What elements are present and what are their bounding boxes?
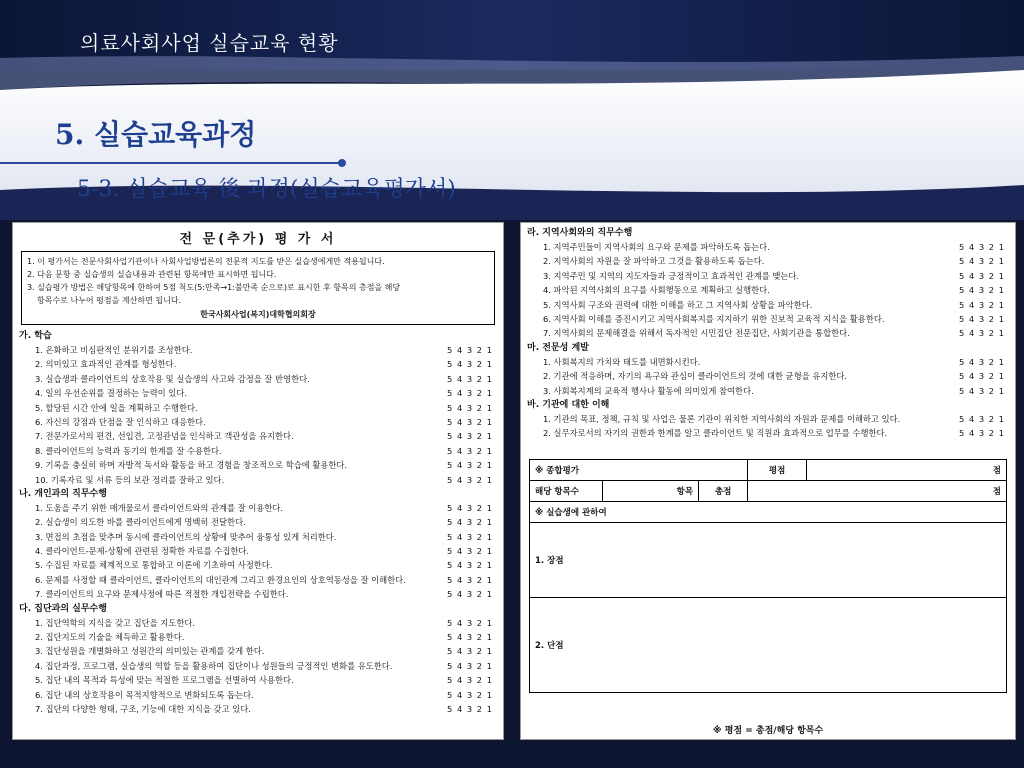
score-scale[interactable]: 5 4 3 2 1	[959, 328, 1005, 339]
section-heading: 다. 집단과의 실무수행	[19, 603, 107, 614]
evaluation-item	[19, 386, 497, 400]
item-text: 3. 면접의 초점을 맞추며 동시에 클라이언트의 상황에 맞추어 융통성 있게 처리한다.	[35, 531, 337, 542]
score-scale[interactable]: 5 4 3 2 1	[447, 560, 493, 571]
instruction-line: 2. 다음 문항 중 실습생의 실습내용과 관련된 항목에만 표시하면 됩니다.	[27, 270, 277, 279]
item-count-field[interactable]	[602, 481, 698, 502]
total-unit: 점	[992, 487, 1001, 497]
divider-dot	[338, 159, 346, 167]
item-text: 5. 지역사회 구조와 권력에 대한 이해를 하고 그 지역사회 상황을 파악한다.	[543, 299, 813, 310]
section-heading: 라. 지역사회와의 직무수행	[527, 228, 633, 238]
evaluation-item	[527, 369, 1009, 383]
item-text: 7. 집단의 다양한 형태, 구조, 기능에 대한 지식을 갖고 있다.	[35, 703, 251, 714]
weaknesses-field[interactable]	[530, 598, 1007, 693]
item-text: 5. 할당된 시간 안에 일을 계획하고 수행한다.	[35, 402, 198, 413]
section-group-practice	[13, 602, 503, 717]
score-scale[interactable]: 5 4 3 2 1	[447, 402, 493, 413]
score-scale[interactable]: 5 4 3 2 1	[959, 385, 1005, 396]
score-scale[interactable]: 5 4 3 2 1	[447, 646, 493, 657]
form-title: 전 문(추가) 평 가 서	[179, 232, 337, 247]
item-text: 3. 지역주민 및 지역의 지도자들과 긍정적이고 효과적인 관계를 맺는다.	[543, 270, 800, 281]
evaluation-item	[19, 343, 497, 357]
overall-evaluation-label: ※ 종합평가	[530, 460, 748, 481]
instruction-line: 1. 이 평가서는 전문사회사업기관이나 사회사업방법론의 전문적 지도를 받은 실습생에게만 적용됩니다.	[27, 257, 385, 266]
score-scale[interactable]: 5 4 3 2 1	[447, 546, 493, 557]
items-unit: 항목	[676, 487, 694, 497]
score-scale[interactable]: 5 4 3 2 1	[447, 359, 493, 370]
sub-title: 5-3. 실습교육 後 과정(실습교육평가서)	[77, 177, 456, 202]
item-text: 6. 자신의 강점과 단점을 잘 인식하고 대응한다.	[35, 416, 206, 427]
item-text: 4. 파악된 지역사회의 요구를 사회행동으로 계획하고 실행한다.	[543, 285, 770, 296]
score-scale[interactable]: 5 4 3 2 1	[959, 313, 1005, 324]
score-scale[interactable]: 5 4 3 2 1	[447, 589, 493, 600]
item-text: 5. 집단 내의 목적과 특성에 맞는 적절한 프로그램을 선별하여 사용한다.	[35, 675, 294, 686]
evaluation-item	[19, 573, 497, 587]
evaluation-item	[19, 544, 497, 558]
item-text: 10. 기록자료 및 서류 등의 보관 정리를 잘하고 있다.	[35, 474, 225, 485]
score-scale[interactable]: 5 4 3 2 1	[959, 428, 1005, 439]
item-text: 2. 집단지도의 기술을 체득하고 활용한다.	[35, 632, 185, 643]
item-text: 2. 의미있고 효과적인 관계를 형성한다.	[35, 359, 177, 370]
score-scale[interactable]: 5 4 3 2 1	[959, 356, 1005, 367]
item-text: 1. 지역주민들이 지역사회의 요구와 문제를 파악하도록 돕는다.	[543, 242, 770, 252]
item-text: 3. 집단성원을 개별화하고 성원간의 의미있는 관계를 갖게 한다.	[35, 646, 265, 657]
item-text: 1. 기관의 목표, 정책, 규칙 및 사업은 물론 기관이 위치한 지역사회의 자원과 문제를 이해하고 있다.	[543, 413, 901, 424]
overall-evaluation-table	[529, 459, 1007, 693]
form-page-right	[520, 222, 1016, 740]
item-text: 2. 기관에 적응하며, 자기의 욕구와 관심이 클라이언트의 것에 대한 균형을 유지한다.	[543, 371, 848, 382]
score-scale[interactable]: 5 4 3 2 1	[959, 256, 1005, 267]
score-scale[interactable]: 5 4 3 2 1	[959, 285, 1005, 296]
section-heading: 나. 개인과의 직무수행	[19, 488, 107, 499]
evaluation-item	[527, 269, 1009, 283]
item-text: 1. 온화하고 비심판적인 분위기를 조성한다.	[35, 345, 193, 355]
evaluation-item	[527, 298, 1009, 312]
evaluation-item	[527, 326, 1009, 340]
evaluation-item	[527, 240, 1009, 254]
total-sum-field[interactable]	[748, 481, 1007, 502]
evaluation-item	[19, 357, 497, 371]
item-text: 1. 사회복지의 가치와 태도를 내면화시킨다.	[543, 356, 701, 367]
item-text: 5. 수집된 자료를 체계적으로 통합하고 이론에 기초하여 사정한다.	[35, 560, 273, 571]
item-text: 8. 클라이언트의 능력과 동기의 한계를 잘 수용한다.	[35, 445, 222, 456]
score-scale[interactable]: 5 4 3 2 1	[959, 299, 1005, 310]
evaluation-item	[527, 355, 1009, 369]
instruction-line: 3. 실습평가 방법은 해당항목에 한하여 5점 척도(5:만족→1:불만족 순으로)로 표시한 후 항목의 총점을 해당	[27, 283, 401, 292]
section-heading: 마. 전문성 계발	[527, 342, 589, 353]
section-learning	[13, 329, 503, 487]
slide-header-title: 의료사회사업 실습교육 현황	[80, 31, 339, 55]
issuing-organization: 한국사회사업(복지)대학협의회장	[200, 310, 316, 319]
score-scale[interactable]: 5 4 3 2 1	[959, 413, 1005, 424]
evaluation-item	[19, 673, 497, 687]
item-text: 7. 전문가로서의 편견, 선입견, 고정관념을 인식하고 객관성을 유지한다.	[35, 431, 294, 442]
score-scale[interactable]: 5 4 3 2 1	[959, 270, 1005, 281]
weaknesses-label: 2. 단점	[535, 641, 564, 651]
score-unit: 점	[992, 466, 1001, 476]
score-formula-note: ※ 평점 = 총점/해당 항목수	[712, 726, 824, 736]
item-text: 7. 클라이언트의 요구와 문제사정에 따른 적절한 개입전략을 수립한다.	[35, 589, 289, 600]
score-scale[interactable]: 5 4 3 2 1	[959, 242, 1005, 252]
item-text: 6. 지역사회 이해를 증진시키고 지역사회복지를 지지하기 위한 진보적 교육적 지식을 활용한다.	[543, 313, 885, 324]
evaluation-item	[19, 473, 497, 487]
evaluation-item	[19, 630, 497, 644]
section-individual-practice	[13, 487, 503, 602]
evaluation-item	[19, 702, 497, 716]
item-text: 1. 도움을 주기 위한 매개물로서 클라이언트와의 관계를 잘 이용한다.	[35, 502, 284, 513]
item-text: 6. 집단 내의 상호작용이 목적지향적으로 변화되도록 돕는다.	[35, 689, 254, 700]
evaluation-item	[19, 558, 497, 572]
title-divider	[0, 162, 340, 164]
evaluation-item	[19, 458, 497, 472]
section-heading: 가. 학습	[19, 331, 52, 341]
score-scale[interactable]: 5 4 3 2 1	[447, 460, 493, 471]
section-community-practice	[521, 223, 1015, 441]
form-page-left	[12, 222, 504, 740]
item-text: 2. 지역사회의 자원을 잘 파악하고 그것을 활용하도록 돕는다.	[543, 256, 765, 267]
score-scale[interactable]: 5 4 3 2 1	[447, 502, 493, 513]
score-scale[interactable]: 5 4 3 2 1	[447, 617, 493, 628]
evaluation-item	[19, 415, 497, 429]
score-scale[interactable]: 5 4 3 2 1	[447, 689, 493, 700]
item-text: 9. 기록을 충실히 하며 자발적 독서와 활동을 하고 경험을 창조적으로 학습에 활용한다.	[35, 460, 348, 471]
evaluation-item	[19, 501, 497, 515]
score-scale[interactable]: 5 4 3 2 1	[959, 371, 1005, 382]
score-label: 평점	[748, 460, 807, 481]
score-scale[interactable]: 5 4 3 2 1	[447, 675, 493, 686]
evaluation-item	[527, 312, 1009, 326]
evaluation-item	[19, 372, 497, 386]
evaluation-item	[19, 616, 497, 630]
evaluation-item	[19, 401, 497, 415]
evaluation-item	[19, 587, 497, 601]
total-sum-label: 총점	[699, 481, 748, 502]
evaluation-item	[527, 426, 1009, 440]
instructions-box	[21, 251, 495, 325]
evaluation-item	[19, 530, 497, 544]
item-text: 4. 클라이언트-문제-상황에 관련된 정확한 자료를 수집한다.	[35, 546, 250, 557]
score-scale[interactable]: 5 4 3 2 1	[447, 703, 493, 714]
score-scale[interactable]: 5 4 3 2 1	[447, 388, 493, 399]
item-text: 3. 사회복지계의 교육적 행사나 활동에 의미있게 참여한다.	[543, 385, 754, 396]
evaluation-item	[19, 515, 497, 529]
item-text: 3. 실습생과 클라이언트의 상호작용 및 실습생의 사고와 감정을 잘 반영한다.	[35, 373, 310, 384]
item-text: 7. 지역사회의 문제해결을 위해서 독자적인 시민집단 전문집단, 사회기관을 통합한다.	[543, 328, 850, 339]
strengths-label: 1. 장점	[535, 556, 564, 566]
about-student-label: ※ 실습생에 관하여	[530, 502, 1007, 523]
score-scale[interactable]: 5 4 3 2 1	[447, 632, 493, 643]
score-scale[interactable]: 5 4 3 2 1	[447, 574, 493, 585]
evaluation-item	[19, 644, 497, 658]
score-scale[interactable]: 5 4 3 2 1	[447, 517, 493, 528]
strengths-field[interactable]	[530, 523, 1007, 598]
score-scale[interactable]: 5 4 3 2 1	[447, 531, 493, 542]
item-text: 1. 집단역학의 지식을 갖고 집단을 지도한다.	[35, 617, 195, 628]
evaluation-item	[527, 254, 1009, 268]
item-text: 4. 일의 우선순위를 결정하는 능력이 있다.	[35, 388, 187, 399]
instruction-line: 항목수로 나누어 평점을 계산하면 됩니다.	[37, 296, 182, 305]
score-scale[interactable]: 5 4 3 2 1	[447, 660, 493, 671]
score-scale[interactable]: 5 4 3 2 1	[447, 474, 493, 485]
evaluation-item	[19, 429, 497, 443]
score-scale[interactable]: 5 4 3 2 1	[447, 431, 493, 442]
score-scale[interactable]: 5 4 3 2 1	[447, 345, 493, 355]
item-text: 2. 실습생이 의도한 바를 클라이언트에게 명백히 전달한다.	[35, 517, 246, 528]
score-field[interactable]	[806, 460, 1006, 481]
section-heading: 바. 기관에 대한 이해	[527, 399, 610, 410]
item-count-label: 해당 항목수	[530, 481, 603, 502]
evaluation-item	[527, 384, 1009, 398]
score-scale[interactable]: 5 4 3 2 1	[447, 373, 493, 384]
section-title: 5. 실습교육과정	[55, 118, 257, 151]
item-text: 4. 집단과정, 프로그램, 실습생의 역할 등을 활용하여 집단이나 성원들의 긍정적인 변화를 유도한다.	[35, 660, 393, 671]
evaluation-item	[527, 283, 1009, 297]
item-text: 6. 문제를 사정할 때 클라이언트, 클라이언트의 대인관계 그리고 환경요인의 상호역동성을 잘 이해한다.	[35, 574, 406, 585]
evaluation-item	[19, 444, 497, 458]
item-text: 2. 실무자로서의 자기의 권한과 한계를 알고 클라이언트 및 직원과 효과적으로 업무를 수행한다.	[543, 428, 888, 439]
evaluation-item	[527, 412, 1009, 426]
score-scale[interactable]: 5 4 3 2 1	[447, 416, 493, 427]
score-scale[interactable]: 5 4 3 2 1	[447, 445, 493, 456]
evaluation-item	[19, 659, 497, 673]
evaluation-item	[19, 688, 497, 702]
